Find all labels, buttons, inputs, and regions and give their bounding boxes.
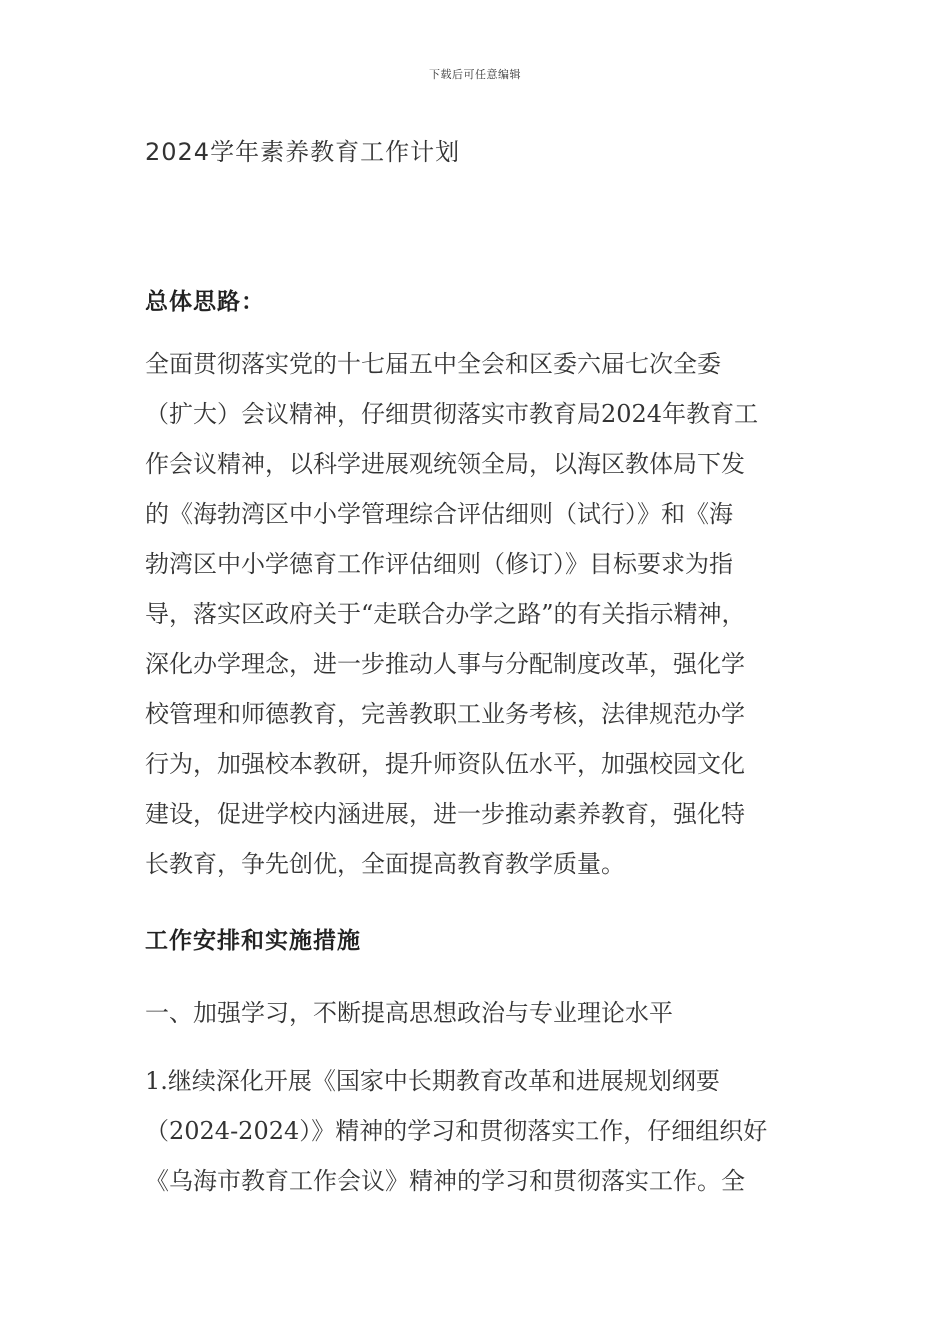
paragraph-line: 行为，加强校本教研，提升师资队伍水平，加强校园文化	[145, 750, 745, 778]
paragraph-line: （2024-2024）》精神的学习和贯彻落实工作，仔细组织好	[145, 1117, 768, 1145]
paragraph-line: 作会议精神，以科学进展观统领全局，以海区教体局下发	[145, 450, 745, 478]
section-heading-overall-approach: 总体思路：	[145, 289, 265, 315]
paragraph-line: 勃湾区中小学德育工作评估细则（修订）》目标要求为指	[145, 550, 733, 578]
paragraph-line: 的《海勃湾区中小学管理综合评估细则（试行）》和《海	[145, 500, 733, 528]
document-title: 2024学年素养教育工作计划	[145, 138, 461, 166]
paragraph-line: 全面贯彻落实党的十七届五中全会和区委六届七次全委	[145, 350, 721, 378]
paragraph-line: 校管理和师德教育，完善教职工业务考核，法律规范办学	[145, 700, 745, 728]
paragraph-line: 长教育，争先创优，全面提高教育教学质量。	[145, 850, 625, 878]
paragraph-line: （扩大）会议精神，仔细贯彻落实市教育局2024年教育工	[145, 400, 759, 428]
item-1-paragraph	[145, 1056, 805, 1206]
section-heading-work-arrangements: 工作安排和实施措施	[145, 928, 361, 954]
paragraph-line: 建设，促进学校内涵进展，进一步推动素养教育，强化特	[145, 800, 745, 828]
paragraph-line: 深化办学理念，进一步推动人事与分配制度改革，强化学	[145, 650, 745, 678]
paragraph-line: 1.继续深化开展《国家中长期教育改革和进展规划纲要	[145, 1067, 720, 1095]
paragraph-line: 《乌海市教育工作会议》精神的学习和贯彻落实工作。全	[145, 1167, 745, 1195]
header-note: 下载后可任意编辑	[429, 68, 521, 81]
subsection-heading-study: 一、加强学习，不断提高思想政治与专业理论水平	[145, 999, 673, 1027]
overall-approach-paragraph	[145, 339, 805, 889]
paragraph-line: 导，落实区政府关于“走联合办学之路”的有关指示精神，	[145, 600, 746, 628]
